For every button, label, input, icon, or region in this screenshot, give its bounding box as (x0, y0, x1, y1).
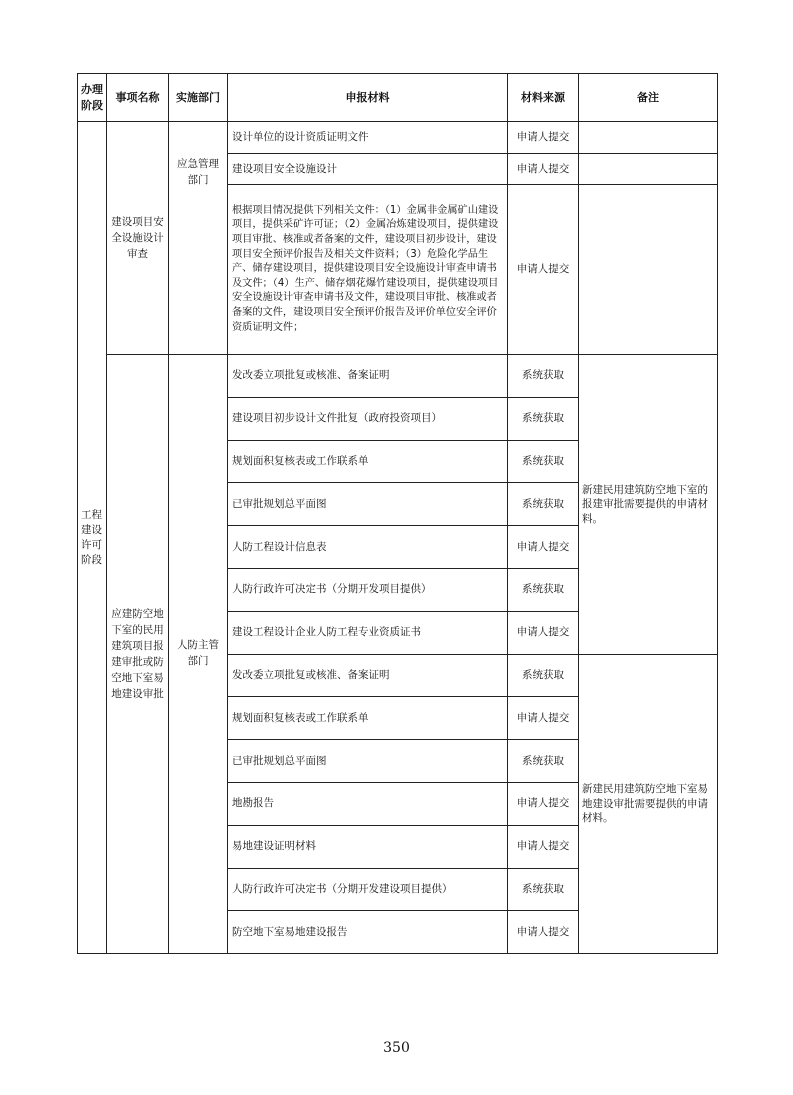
source-cell: 系统获取 (508, 483, 579, 526)
dept-emergency-management: 应急管理部门 (169, 122, 228, 355)
material-cell: 防空地下室易地建设报告 (228, 911, 508, 954)
item-safety-design-review: 建设项目安全设施设计审查 (107, 122, 169, 355)
source-cell: 申请人提交 (508, 154, 579, 185)
source-cell: 申请人提交 (508, 697, 579, 740)
table-header-row (78, 74, 718, 122)
source-cell: 系统获取 (508, 568, 579, 611)
material-cell: 已审批规划总平面图 (228, 740, 508, 783)
header-stage: 办理阶段 (78, 74, 107, 122)
materials-table (77, 73, 718, 954)
dept-civil-air-defense: 人防主管部门 (169, 355, 228, 954)
remark-cell: 新建民用建筑防空地下室的报建审批需要提供的申请材料。 (579, 355, 718, 655)
header-item: 事项名称 (107, 74, 169, 122)
material-cell: 人防行政许可决定书（分期开发项目提供） (228, 568, 508, 611)
item-civil-air-defense: 应建防空地下室的民用建筑项目报建审批或防空地下室易地建设审批 (107, 355, 169, 954)
material-cell: 规划面积复核表或工作联系单 (228, 697, 508, 740)
material-cell: 规划面积复核表或工作联系单 (228, 440, 508, 483)
header-dept: 实施部门 (169, 74, 228, 122)
source-cell: 系统获取 (508, 355, 579, 398)
table-row (78, 355, 718, 398)
remark-cell: 新建民用建筑防空地下室易地建设审批需要提供的申请材料。 (579, 654, 718, 954)
header-remark: 备注 (579, 74, 718, 122)
header-source: 材料来源 (508, 74, 579, 122)
stage-cell: 工程建设许可阶段 (78, 122, 107, 954)
material-cell: 人防行政许可决定书（分期开发建设项目提供） (228, 868, 508, 911)
material-cell: 根据项目情况提供下列相关文件：（1）金属非金属矿山建设项目，提供采矿许可证；（2）金属冶炼建设项目，提供建设项目审批、核准或者备案的文件，建设项目初步设计，建设项目安全预评价报告及相关文件资料；（3）危险化学品生产、储存建设项目，提供建设项目安全设施设计审查申请书及文件；（4）生产、储存烟花爆竹建设项目，提供建设项目安全设施设计审查申请书及文件，建设项目审批、核准或者备案的文件，建设项目安全预评价报告及评价单位安全评价资质证明文件； (228, 185, 508, 355)
material-cell: 建设项目安全设施设计 (228, 154, 508, 185)
source-cell: 系统获取 (508, 868, 579, 911)
material-cell: 发改委立项批复或核准、备案证明 (228, 654, 508, 697)
materials-table-sheet (77, 73, 717, 954)
remark-cell (579, 154, 718, 185)
remark-cell (579, 185, 718, 355)
source-cell: 申请人提交 (508, 185, 579, 355)
source-cell: 申请人提交 (508, 122, 579, 154)
material-cell: 发改委立项批复或核准、备案证明 (228, 355, 508, 398)
source-cell: 系统获取 (508, 440, 579, 483)
material-cell: 地勘报告 (228, 782, 508, 825)
source-cell: 申请人提交 (508, 782, 579, 825)
material-cell: 建设工程设计企业人防工程专业资质证书 (228, 611, 508, 654)
source-cell: 申请人提交 (508, 911, 579, 954)
header-materials: 申报材料 (228, 74, 508, 122)
source-cell: 系统获取 (508, 740, 579, 783)
source-cell: 申请人提交 (508, 526, 579, 569)
table-row (78, 122, 718, 154)
material-cell: 已审批规划总平面图 (228, 483, 508, 526)
material-cell: 易地建设证明材料 (228, 825, 508, 868)
material-cell: 建设项目初步设计文件批复（政府投资项目） (228, 397, 508, 440)
material-cell: 人防工程设计信息表 (228, 526, 508, 569)
material-cell: 设计单位的设计资质证明文件 (228, 122, 508, 154)
source-cell: 申请人提交 (508, 825, 579, 868)
source-cell: 系统获取 (508, 397, 579, 440)
page-number: 350 (383, 1040, 410, 1056)
remark-cell (579, 122, 718, 154)
source-cell: 系统获取 (508, 654, 579, 697)
source-cell: 申请人提交 (508, 611, 579, 654)
